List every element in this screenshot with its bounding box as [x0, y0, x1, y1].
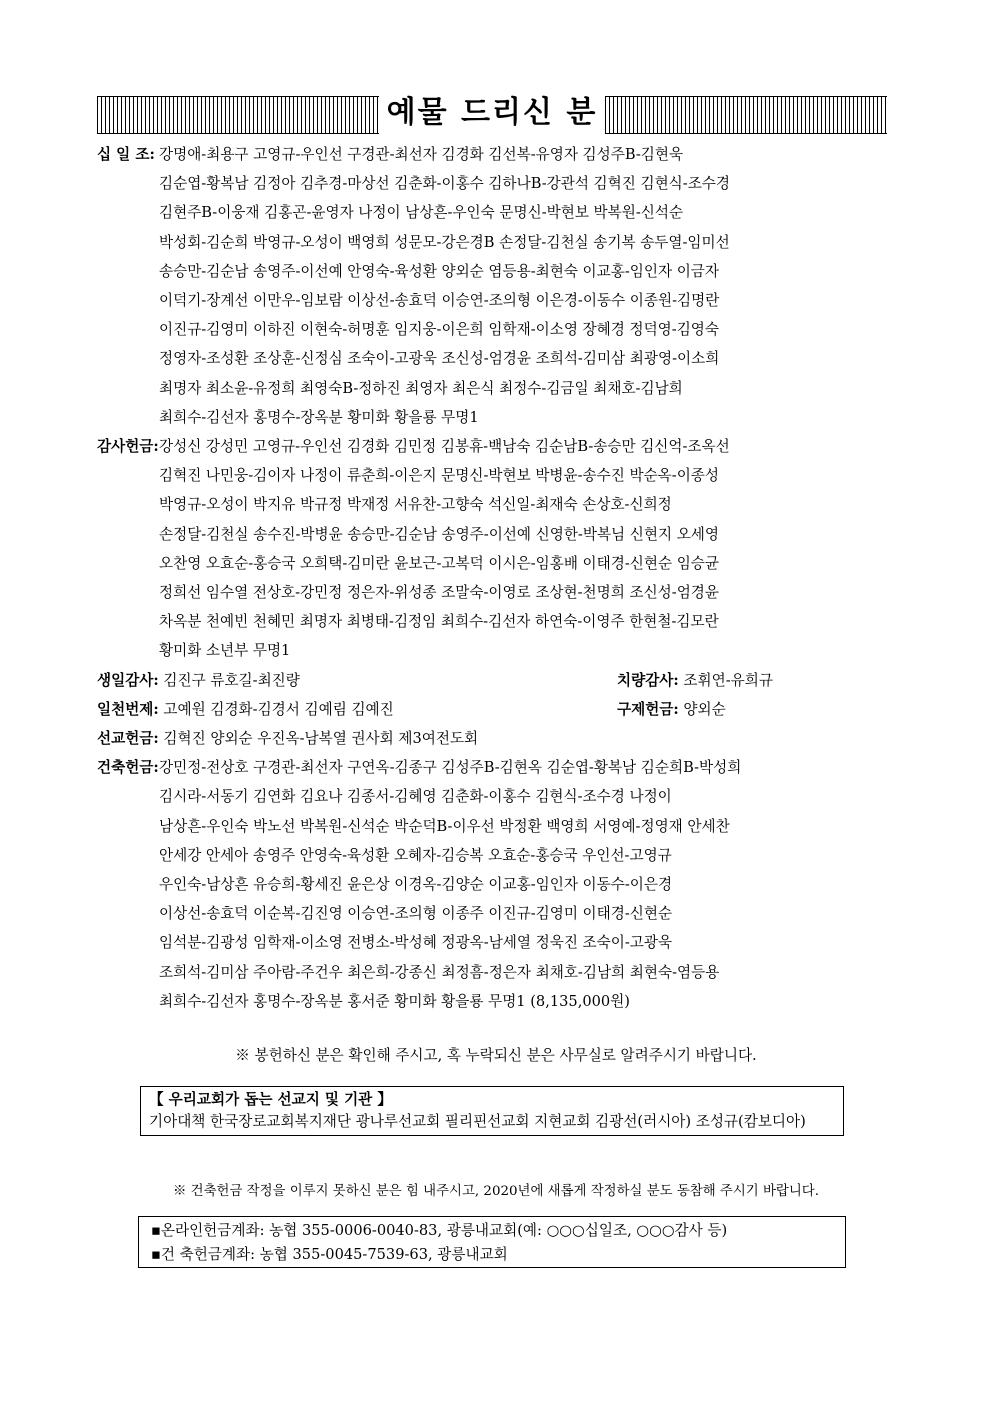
- name-line: 김현주B-이웅재 김홍곤-윤영자 나정이 남상흔-우인숙 문명신-박현보 박복원-신석순: [159, 204, 684, 222]
- relief-offering: [617, 695, 726, 724]
- offering-sections: [97, 140, 897, 1016]
- page-title: 예물 드리신 분: [386, 95, 598, 130]
- name-line: 최희수-김선자 홍명수-장옥분 황미화 황을룡 무명1: [159, 408, 479, 426]
- account-box: [138, 1216, 846, 1268]
- name-line: 최명자 최소윤-유정희 최영숙B-정하진 최영자 최은식 최정수-김금일 최채호-김남희: [159, 379, 683, 397]
- name-line: 이덕기-장계선 이만우-임보람 이상선-송효덕 이승연-조의형 이은경-이동수 이종원-김명란: [159, 292, 720, 310]
- name-line: 안세강 안세아 송영주 안영숙-육성환 오혜자-김승복 오효순-홍승국 우인선-고영규: [159, 846, 672, 864]
- section-label: 십 일 조:: [97, 146, 155, 163]
- section-label: 감사헌금:: [97, 438, 159, 456]
- name-line: 손정달-김천실 송수진-박병윤 송승만-김순남 송영주-이선예 신영한-박복님 신현지 오세영: [159, 525, 720, 543]
- name-line: 송승만-김순남 송영주-이선예 안영숙-육성환 양외순 염등용-최현숙 이교홍-임인자 이금자: [159, 262, 720, 280]
- name-line: 박성회-김순희 박영규-오성이 백영희 성문모-강은경B 손정달-김천실 송기복 송두열-임미선: [159, 233, 730, 251]
- section-building: [97, 753, 897, 1016]
- row-thousand-relief: [97, 695, 897, 724]
- row-label: 치량감사:: [617, 671, 679, 689]
- row-text: 고예원 김경화-김경서 김예림 김예진: [163, 700, 394, 718]
- notice-building: ※ 건축헌금 작정을 이루지 못하신 분은 힘 내주시고, 2020년에 새롭게 작정하실 분도 동참해 주시기 바랍니다.: [173, 1184, 819, 1199]
- row-text: 양외순: [683, 700, 726, 718]
- mission-support-box: [140, 1086, 844, 1136]
- name-line: 오찬영 오효순-홍승국 오희택-김미란 윤보근-고복덕 이시은-임홍배 이태경-신현순 임승균: [159, 554, 720, 572]
- title-hatch-right: [605, 96, 887, 134]
- name-line: 조희석-김미삼 주아람-주건우 최은희-강종신 최정흠-정은자 최채호-김남희 최현숙-염등용: [159, 963, 720, 981]
- name-line: 강명애-최용구 고영규-우인선 구경관-최선자 김경화 김선복-유영자 김성주B-김현욱: [159, 146, 684, 163]
- account-line-building: ▪건 축헌금계좌: 농협 355-0045-7539-63, 광릉내교회: [151, 1246, 508, 1263]
- row-text: 김혁진 양외순 우진옥-남복열 권사회 제3여전도회: [163, 730, 479, 748]
- name-line: 박영규-오성이 박지유 박규정 박재정 서유찬-고향숙 석신일-최재숙 손상호-신희정: [159, 496, 672, 514]
- birthday-thanks: [97, 666, 300, 695]
- name-line: 김시라-서동기 김연화 김요나 김종서-김혜영 김춘화-이홍수 김현식-조수경 나정이: [159, 788, 672, 806]
- row-text: 김진구 류호길-최진량: [163, 671, 300, 689]
- name-line: 우인숙-남상흔 유승희-황세진 윤은상 이경옥-김양순 이교홍-임인자 이동수-이은경: [159, 876, 673, 894]
- name-line: 강민정-전상호 구경관-최선자 구연옥-김종구 김성주B-김현옥 김순엽-황복남 김순희B-박성희: [159, 759, 742, 777]
- name-line: 정희선 임수열 전상호-강민정 정은자-위성종 조말숙-이영로 조상현-천명희 조신성-엄경윤: [159, 584, 720, 602]
- name-line: 임석분-김광성 임학재-이소영 전병소-박성혜 정광옥-남세열 정욱진 조숙이-고광욱: [159, 934, 673, 952]
- name-line: 정영자-조성환 조상훈-신정심 조숙이-고광욱 조신성-엄경윤 조희석-김미삼 최광영-이소희: [159, 350, 720, 368]
- section-label: 건축헌금:: [97, 759, 159, 777]
- row-label: 선교헌금:: [97, 730, 159, 748]
- name-line: 차옥분 천예빈 천혜민 최명자 최병태-김정임 최희수-김선자 하연숙-이영주 한현철-김모란: [159, 613, 719, 631]
- row-label: 구제헌금:: [617, 700, 679, 718]
- name-line: 이진규-김영미 이하진 이현숙-허명훈 임지웅-이은희 임학재-이소영 장혜경 정덕영-김영숙: [159, 321, 720, 339]
- thousand-offering: [97, 695, 394, 724]
- row-label: 생일감사:: [97, 671, 159, 689]
- name-line: 최희수-김선자 홍명수-장옥분 홍서준 황미화 황을룡 무명1 (8,135,000원): [159, 992, 630, 1010]
- notice-check: ※ 봉헌하신 분은 확인해 주시고, 혹 누락되신 분은 사무실로 알려주시기 바랍니다.: [235, 1047, 757, 1064]
- row-birthday-vehicle: [97, 666, 897, 695]
- row-text: 조휘연-유희규: [683, 671, 773, 689]
- name-line: 김순엽-황복남 김정아 김추경-마상선 김춘화-이홍수 김하나B-강관석 김혁진 김현식-조수경: [159, 175, 730, 193]
- name-line: 남상흔-우인숙 박노선 박복원-신석순 박순덕B-이우선 박정환 백영희 서영예-정영재 안세찬: [159, 817, 730, 835]
- row-label: 일천번제:: [97, 700, 159, 718]
- mission-support-text: 기아대책 한국장로교회복지재단 광나루선교회 필리핀선교회 지현교회 김광선(러시아) 조성규(캄보디아): [149, 1113, 806, 1130]
- row-mission: [97, 724, 897, 753]
- vehicle-thanks: [617, 666, 773, 695]
- mission-support-heading: 【 우리교회가 돕는 선교지 및 기관 】: [149, 1091, 392, 1108]
- name-line: 강성신 강성민 고영규-우인선 김경화 김민정 김봉휴-백남숙 김순남B-송승만 김신억-조옥선: [159, 438, 730, 456]
- title-hatch-left: [97, 96, 379, 134]
- name-line: 이상선-송효덕 이순복-김진영 이승연-조의형 이종주 이진규-김영미 이태경-신현순: [159, 905, 673, 923]
- mission-offering: [97, 724, 478, 753]
- title-bar: [97, 92, 887, 134]
- name-line: 황미화 소년부 무명1: [159, 642, 291, 660]
- account-line-online: ▪온라인헌금계좌: 농협 355-0006-0040-83, 광릉내교회(예: ○○○십일조, ○○○감사 등): [151, 1222, 728, 1239]
- section-tithe: [97, 140, 897, 432]
- section-thanks: [97, 432, 897, 666]
- name-line: 김혁진 나민웅-김이자 나정이 류춘희-이은지 문명신-박현보 박병윤-송수진 박순옥-이종성: [159, 467, 720, 485]
